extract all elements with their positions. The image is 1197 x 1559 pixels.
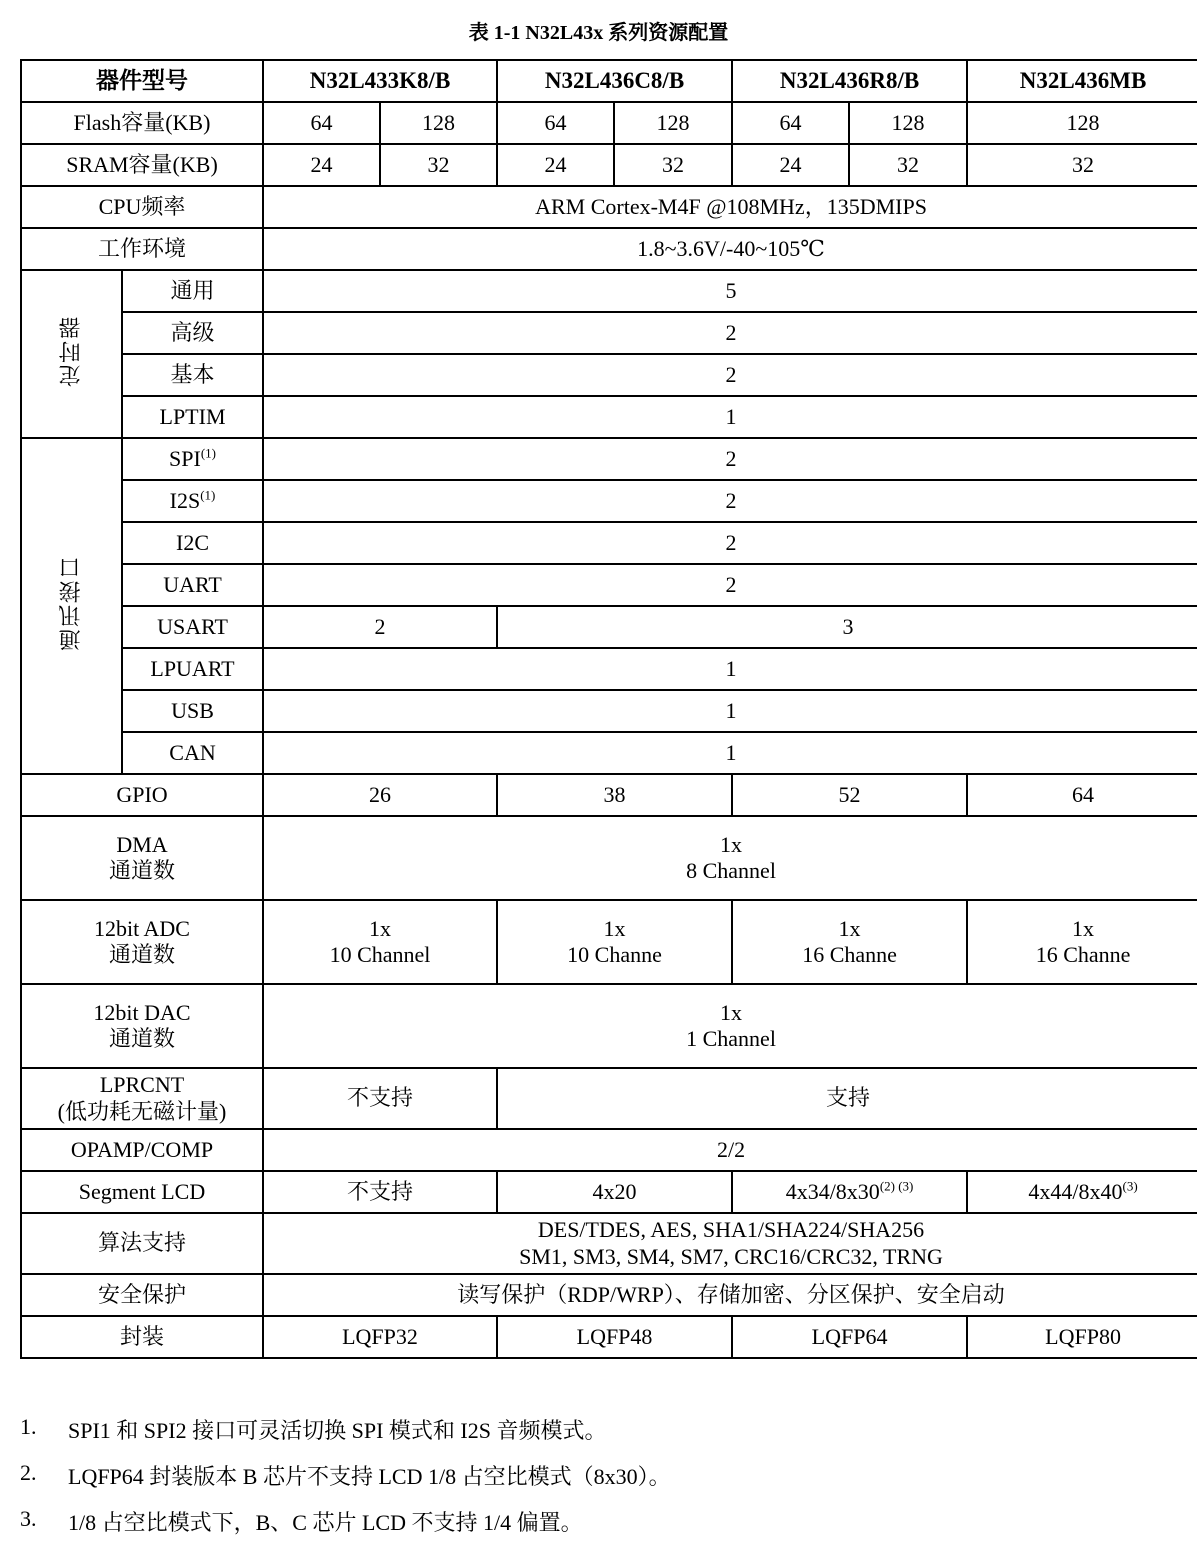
table-row-i2s [21,480,1197,522]
value-cell: 128 [967,102,1197,144]
table-row-gpio [21,774,1197,816]
footnote-number: 3. [20,1506,37,1531]
row-label: USB [122,690,263,732]
table-row-sram [21,144,1197,186]
table-row-opamp [21,1129,1197,1171]
group-label-timers: 定时器 [21,270,122,438]
value-cell: 2 [263,522,1197,564]
value-cell: 24 [732,144,849,186]
footnote-item [20,1414,1180,1460]
table-row-algo [21,1213,1197,1274]
row-label: Segment LCD [21,1171,263,1213]
value-cell: 2 [263,354,1197,396]
value-cell: 1 [263,648,1197,690]
table-row-can [21,732,1197,774]
footnote-ref: (3) [1122,1178,1138,1194]
value-cell: 1x 10 Channel [263,900,497,984]
value-cell: 1.8~3.6V/-40~105℃ [263,228,1197,270]
table-row-usart [21,606,1197,648]
row-label: SPI$^{(1)}$ [122,438,263,480]
table-row-lpuart [21,648,1197,690]
table-row-cpu [21,186,1197,228]
table-row-header [21,60,1197,102]
footnote-text: LQFP64 封装版本 B 芯片不支持 LCD 1/8 占空比模式（8x30）。 [68,1464,671,1489]
value-cell: 32 [849,144,967,186]
value-cell: 5 [263,270,1197,312]
row-label: CPU频率 [21,186,263,228]
value-cell: LQFP80 [967,1316,1197,1358]
value-cell: 52 [732,774,967,816]
row-label: 安全保护 [21,1274,263,1316]
value-cell: 32 [614,144,732,186]
row-label: 工作环境 [21,228,263,270]
value-cell: 4x44/8x40$^{(3)}$ [967,1171,1197,1213]
table-row-timer-general [21,270,1197,312]
table-row-flash [21,102,1197,144]
model-cell: N32L433K8/B [263,60,497,102]
footnote-item [20,1460,1180,1506]
row-label: OPAMP/COMP [21,1129,263,1171]
value-cell: 64 [263,102,380,144]
row-label: LPUART [122,648,263,690]
table-row-lprcnt [21,1068,1197,1129]
value-cell: 2 [263,606,497,648]
value-cell: 1 [263,732,1197,774]
row-label: GPIO [21,774,263,816]
value-cell: 支持 [497,1068,1197,1129]
resource-config-table [20,59,1197,1359]
row-label: CAN [122,732,263,774]
group-label-comm: 通讯接口 [21,438,122,774]
value-cell: 64 [967,774,1197,816]
row-label: DMA 通道数 [21,816,263,900]
footnote-text: SPI1 和 SPI2 接口可灵活切换 SPI 模式和 I2S 音频模式。 [68,1418,607,1443]
value-cell: 64 [497,102,614,144]
value-cell: 读写保护（RDP/WRP）、存储加密、分区保护、安全启动 [263,1274,1197,1316]
value-cell: 128 [849,102,967,144]
footnote-ref: (1) [200,487,216,503]
footnote-text: 1/8 占空比模式下，B、C 芯片 LCD 不支持 1/4 偏置。 [68,1510,583,1535]
row-label: 通用 [122,270,263,312]
footnote-item [20,1506,1180,1552]
model-cell: N32L436R8/B [732,60,967,102]
value-cell: 1 [263,690,1197,732]
row-label: 封装 [21,1316,263,1358]
value-cell: LQFP64 [732,1316,967,1358]
table-row-lcd [21,1171,1197,1213]
table-row-usb [21,690,1197,732]
row-label: SRAM容量(KB) [21,144,263,186]
value-cell: 64 [732,102,849,144]
table-row-timer-advanced [21,312,1197,354]
row-label: I2C [122,522,263,564]
row-label: 基本 [122,354,263,396]
table-row-env [21,228,1197,270]
model-cell: N32L436MB [967,60,1197,102]
value-cell: 1x 16 Channe [732,900,967,984]
value-cell: ARM Cortex-M4F @108MHz，135DMIPS [263,186,1197,228]
value-cell: 1x 1 Channel [263,984,1197,1068]
value-cell: 38 [497,774,732,816]
value-cell: 1x 8 Channel [263,816,1197,900]
table-row-package [21,1316,1197,1358]
row-label: 12bit DAC 通道数 [21,984,263,1068]
value-cell: 2 [263,480,1197,522]
footnote-number: 1. [20,1414,37,1439]
table-row-i2c [21,522,1197,564]
value-cell: 24 [263,144,380,186]
table-row-adc [21,900,1197,984]
value-cell: 4x20 [497,1171,732,1213]
value-cell: 2 [263,438,1197,480]
table-row-timer-basic [21,354,1197,396]
value-cell: 3 [497,606,1197,648]
value-cell: 128 [614,102,732,144]
value-cell: 不支持 [263,1068,497,1129]
row-label: 12bit ADC 通道数 [21,900,263,984]
table-row-uart [21,564,1197,606]
row-label: LPRCNT (低功耗无磁计量) [21,1068,263,1129]
header-label: 器件型号 [21,60,263,102]
row-label: 算法支持 [21,1213,263,1274]
table-caption: 表 1-1 N32L43x 系列资源配置 [468,22,729,44]
value-cell: 2 [263,312,1197,354]
row-label: LPTIM [122,396,263,438]
footnote-ref: (1) [200,445,216,461]
row-label: UART [122,564,263,606]
value-cell: 1 [263,396,1197,438]
value-cell: DES/TDES, AES, SHA1/SHA224/SHA256 SM1, SM3, SM4, SM7, CRC16/CRC32, TRNG [263,1213,1197,1274]
value-cell: 26 [263,774,497,816]
value-cell: 128 [380,102,497,144]
model-cell: N32L436C8/B [497,60,732,102]
value-cell: 不支持 [263,1171,497,1213]
value-cell: 32 [380,144,497,186]
value-cell: LQFP48 [497,1316,732,1358]
value-cell: 2/2 [263,1129,1197,1171]
value-cell: LQFP32 [263,1316,497,1358]
value-cell: 32 [967,144,1197,186]
table-row-dac [21,984,1197,1068]
value-cell: 1x 10 Channe [497,900,732,984]
footnotes [20,1414,1180,1552]
value-cell: 1x 16 Channe [967,900,1197,984]
table-row-dma [21,816,1197,900]
row-label: $I2S^{(1)}$ [122,480,263,522]
row-label: Flash容量(KB) [21,102,263,144]
row-label: 高级 [122,312,263,354]
table-row-spi [21,438,1197,480]
footnote-number: 2. [20,1460,37,1485]
footnote-ref: (2) (3) [879,1178,914,1194]
value-cell: 2 [263,564,1197,606]
value-cell: $4x34/8x30^{(2) (3)}$ [732,1171,967,1213]
row-label: USART [122,606,263,648]
value-cell: 24 [497,144,614,186]
table-row-lptim [21,396,1197,438]
table-row-security [21,1274,1197,1316]
